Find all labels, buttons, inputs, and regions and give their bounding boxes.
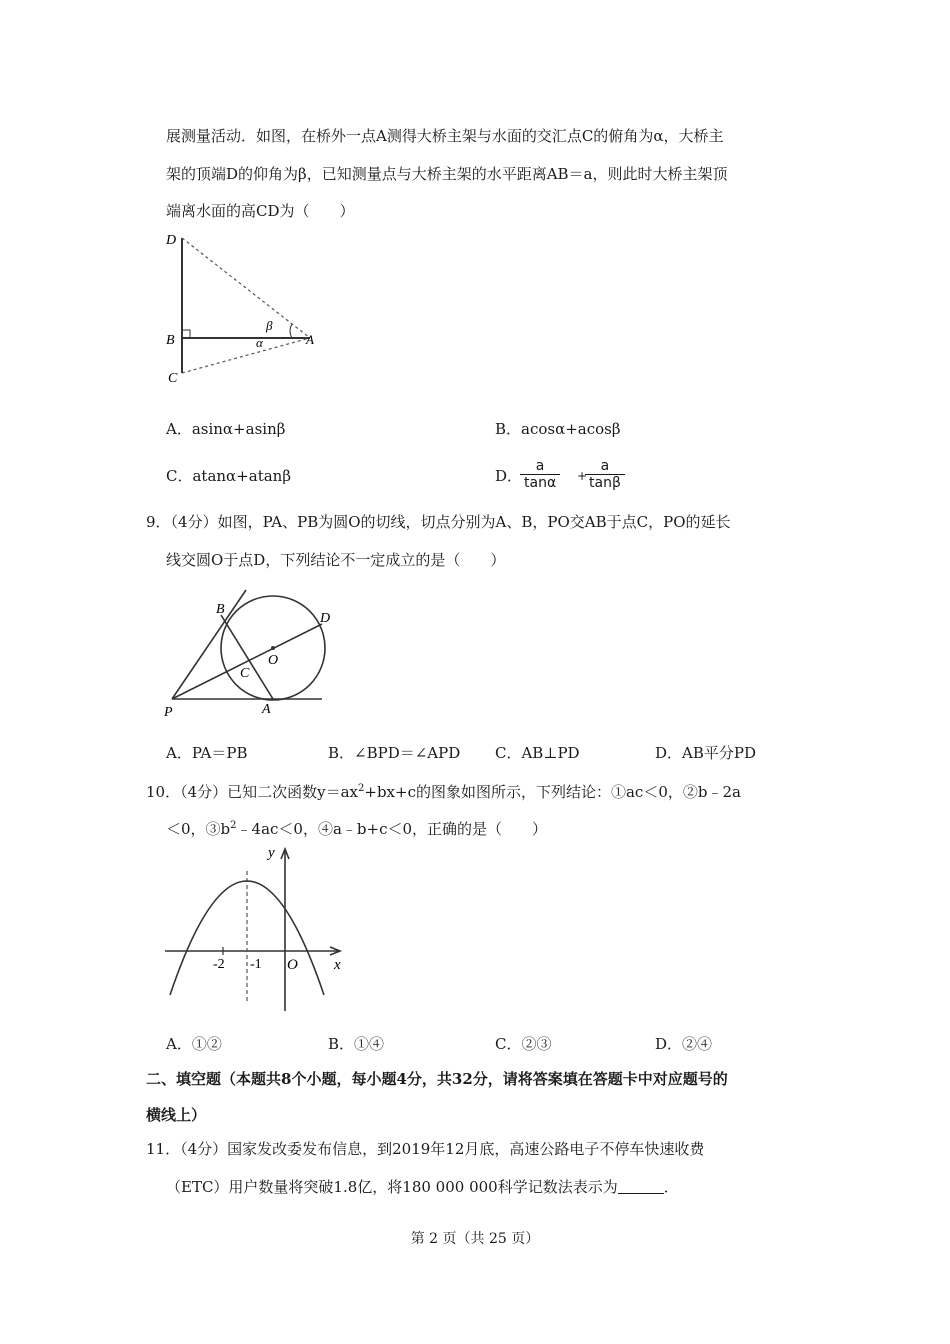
q8-option-d-denominator-1: tanα <box>520 474 560 491</box>
q10-option-d[interactable]: D．②④ <box>655 1035 713 1053</box>
q11-line-2-end: ． <box>663 1178 679 1196</box>
section-2-heading-line-1: 二、填空题（本题共8个小题，每小题4分，共32分，请将答案填在答题卡中对应题号的 <box>146 1070 728 1088</box>
q11-line-2-text: （ETC）用户数量将突破1.8亿，将180 000 000科学记数法表示为 <box>166 1178 618 1196</box>
q10-figure <box>160 843 350 1013</box>
q9-option-b[interactable]: B．∠BPD＝∠APD <box>328 744 461 762</box>
q9-label-a: A <box>262 702 271 717</box>
q9-text-line-1: 9．（4分）如图，PA、PB为圆O的切线，切点分别为A、B，PO交AB于点C，PO的延长 <box>146 513 731 531</box>
q10-label-o: O <box>287 957 298 973</box>
q10-text-line-2 <box>166 815 547 840</box>
q8-label-b: B <box>166 333 175 348</box>
q8-label-d: D <box>166 233 177 248</box>
q9-label-d: D <box>320 611 331 626</box>
q9-figure <box>160 588 340 728</box>
q10-line-2-part-b: ﹣4ac＜0，④a﹣b+c＜0，正确的是（ ） <box>236 820 548 838</box>
q9-text-line-2: 线交圆O于点D，下列结论不一定成立的是（ ） <box>166 551 506 569</box>
q11-answer-blank[interactable] <box>618 1177 664 1194</box>
q8-option-c[interactable]: C．atanα+atanβ <box>166 467 291 485</box>
q10-line-2-superscript: 2 <box>230 820 237 831</box>
q8-text-line-2: 架的顶端D的仰角为β，已知测量点与大桥主架的水平距离AB＝a，则此时大桥主架顶 <box>166 165 728 183</box>
q10-option-c[interactable]: C．②③ <box>495 1035 552 1053</box>
q10-option-a[interactable]: A．①② <box>166 1035 222 1053</box>
q11-text-line-2 <box>166 1176 679 1198</box>
section-2-heading-line-2: 横线上） <box>146 1106 207 1124</box>
q8-option-b[interactable]: B．acosα+acosβ <box>495 420 621 438</box>
q8-option-d-plus: + <box>577 469 588 483</box>
q8-option-d-fraction-1 <box>520 458 560 491</box>
q9-label-o: O <box>268 653 279 668</box>
q10-option-b[interactable]: B．①④ <box>328 1035 385 1053</box>
q10-line-1-part-a: 10．（4分）已知二次函数y＝ax <box>146 783 359 801</box>
q9-option-a[interactable]: A．PA＝PB <box>166 744 248 762</box>
q9-label-p: P <box>164 705 173 720</box>
q11-text-line-1: 11．（4分）国家发改委发布信息，到2019年12月底，高速公路电子不停车快速收费 <box>146 1140 705 1158</box>
q8-label-c: C <box>168 371 178 386</box>
q8-label-alpha: α <box>256 335 263 350</box>
q10-line-2-part-a: ＜0，③b <box>166 820 231 838</box>
q10-line-1-part-b: +bx+c的图象如图所示，下列结论：①ac＜0，②b﹣2a <box>364 783 741 801</box>
q8-text-line-3: 端离水面的高CD为（ ） <box>166 202 355 220</box>
q9-label-b: B <box>216 602 225 617</box>
q8-text-line-1: 展测量活动．如图，在桥外一点A测得大桥主架与水面的交汇点C的俯角为α，大桥主 <box>166 127 724 145</box>
q9-label-c: C <box>240 666 250 681</box>
q10-label-y: y <box>268 845 275 861</box>
q8-option-d-denominator-2: tanβ <box>585 474 625 491</box>
q8-label-beta: β <box>266 318 273 333</box>
q8-option-a[interactable]: A．asinα+asinβ <box>166 420 286 438</box>
q9-option-c[interactable]: C．AB⊥PD <box>495 744 580 762</box>
q8-label-a: A <box>306 332 314 347</box>
q10-label-minus-1: -1 <box>250 957 262 972</box>
q8-option-d-prefix[interactable]: D． <box>495 467 523 485</box>
q9-option-d[interactable]: D．AB平分PD <box>655 744 757 762</box>
q10-label-minus-2: -2 <box>213 957 225 972</box>
q8-figure <box>160 228 330 388</box>
q8-option-d-numerator-1: a <box>535 458 545 474</box>
q8-option-d-fraction-2 <box>585 458 625 491</box>
q10-line-1-superscript: 2 <box>358 783 365 794</box>
page-footer: 第 2 页（共 25 页） <box>410 1231 540 1247</box>
q8-option-d-numerator-2: a <box>600 458 610 474</box>
q10-text-line-1 <box>146 778 741 803</box>
q10-label-x: x <box>334 957 341 973</box>
